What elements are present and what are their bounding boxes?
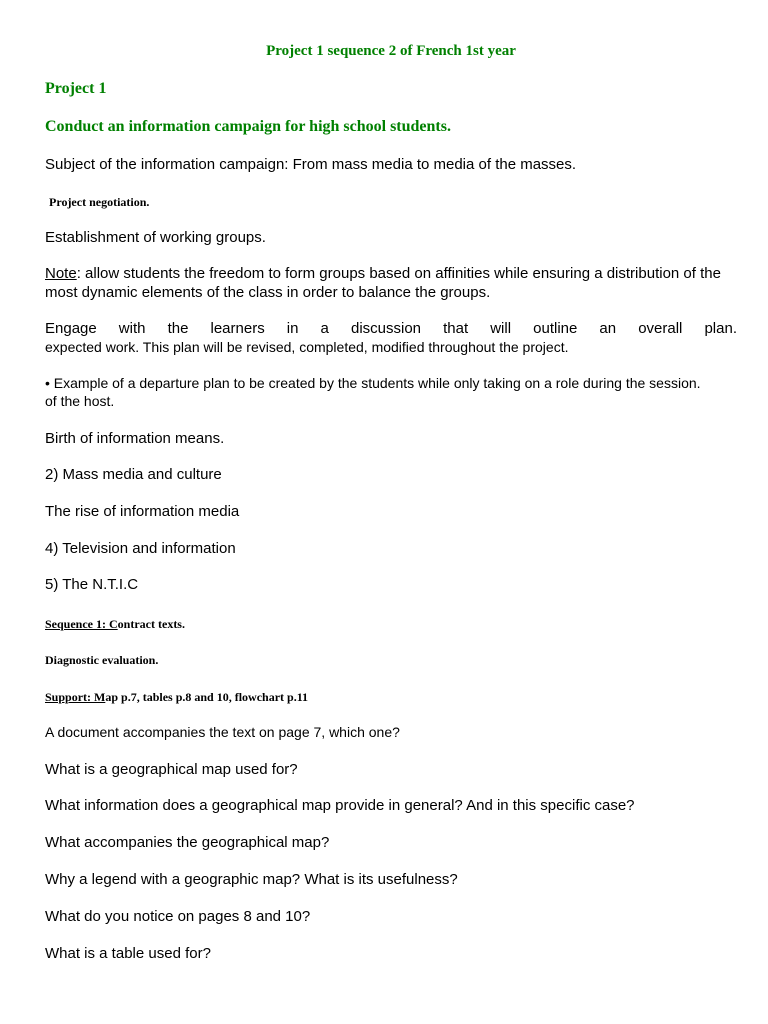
question-item: What is a table used for? [45,945,211,962]
working-groups-text: Establishment of working groups. [45,229,266,246]
sequence-title: ontract texts. [117,617,185,631]
project-goal-heading: Conduct an information campaign for high school students. [45,118,451,135]
negotiation-heading: Project negotiation. [49,195,150,209]
plan-item: Birth of information means. [45,430,225,447]
engage-line-1: Engage with the learners in a discussion that will outline an overall plan. [45,320,737,337]
note-text-1: : allow students the freedom to form groups based on affinities while ensuring a distribution of the [76,265,721,282]
support-label: Support: M [45,690,106,704]
question-item: What accompanies the geographical map? [45,834,330,851]
question-item: What is a geographical map used for? [45,761,298,778]
diagnostic-heading: Diagnostic evaluation. [45,653,159,667]
campaign-subject: Subject of the information campaign: From mass media to media of the masses. [45,156,577,173]
accompanies-question: A document accompanies the text on page 7, which one? [45,724,400,740]
project-heading: Project 1 [45,80,107,97]
support-text: ap p.7, tables p.8 and 10, flowchart p.11 [105,690,309,704]
note-line-2: most dynamic elements of the class in order to balance the groups. [45,284,491,301]
engage-line-2: expected work. This plan will be revised, completed, modified throughout the project. [45,339,569,355]
sequence-label: Sequence 1: C [45,617,118,631]
note-line-1 [45,265,721,282]
document-title: Project 1 sequence 2 of French 1st year [266,43,516,59]
plan-item: The rise of information media [45,503,240,520]
plan-item: 2) Mass media and culture [45,466,222,483]
plan-item: 5) The N.T.I.C [45,576,139,593]
question-item: What do you notice on pages 8 and 10? [45,908,311,925]
question-item: Why a legend with a geographic map? What is its usefulness? [45,871,458,888]
example-line-1: • Example of a departure plan to be created by the students while only taking on a role during the session. [45,375,701,391]
example-line-2: of the host. [45,393,115,409]
plan-item: 4) Television and information [45,540,236,557]
question-item: What information does a geographical map provide in general? And in this specific case? [45,797,635,814]
sequence-heading [45,617,185,632]
support-heading [45,690,308,705]
note-label: Note [45,265,77,282]
